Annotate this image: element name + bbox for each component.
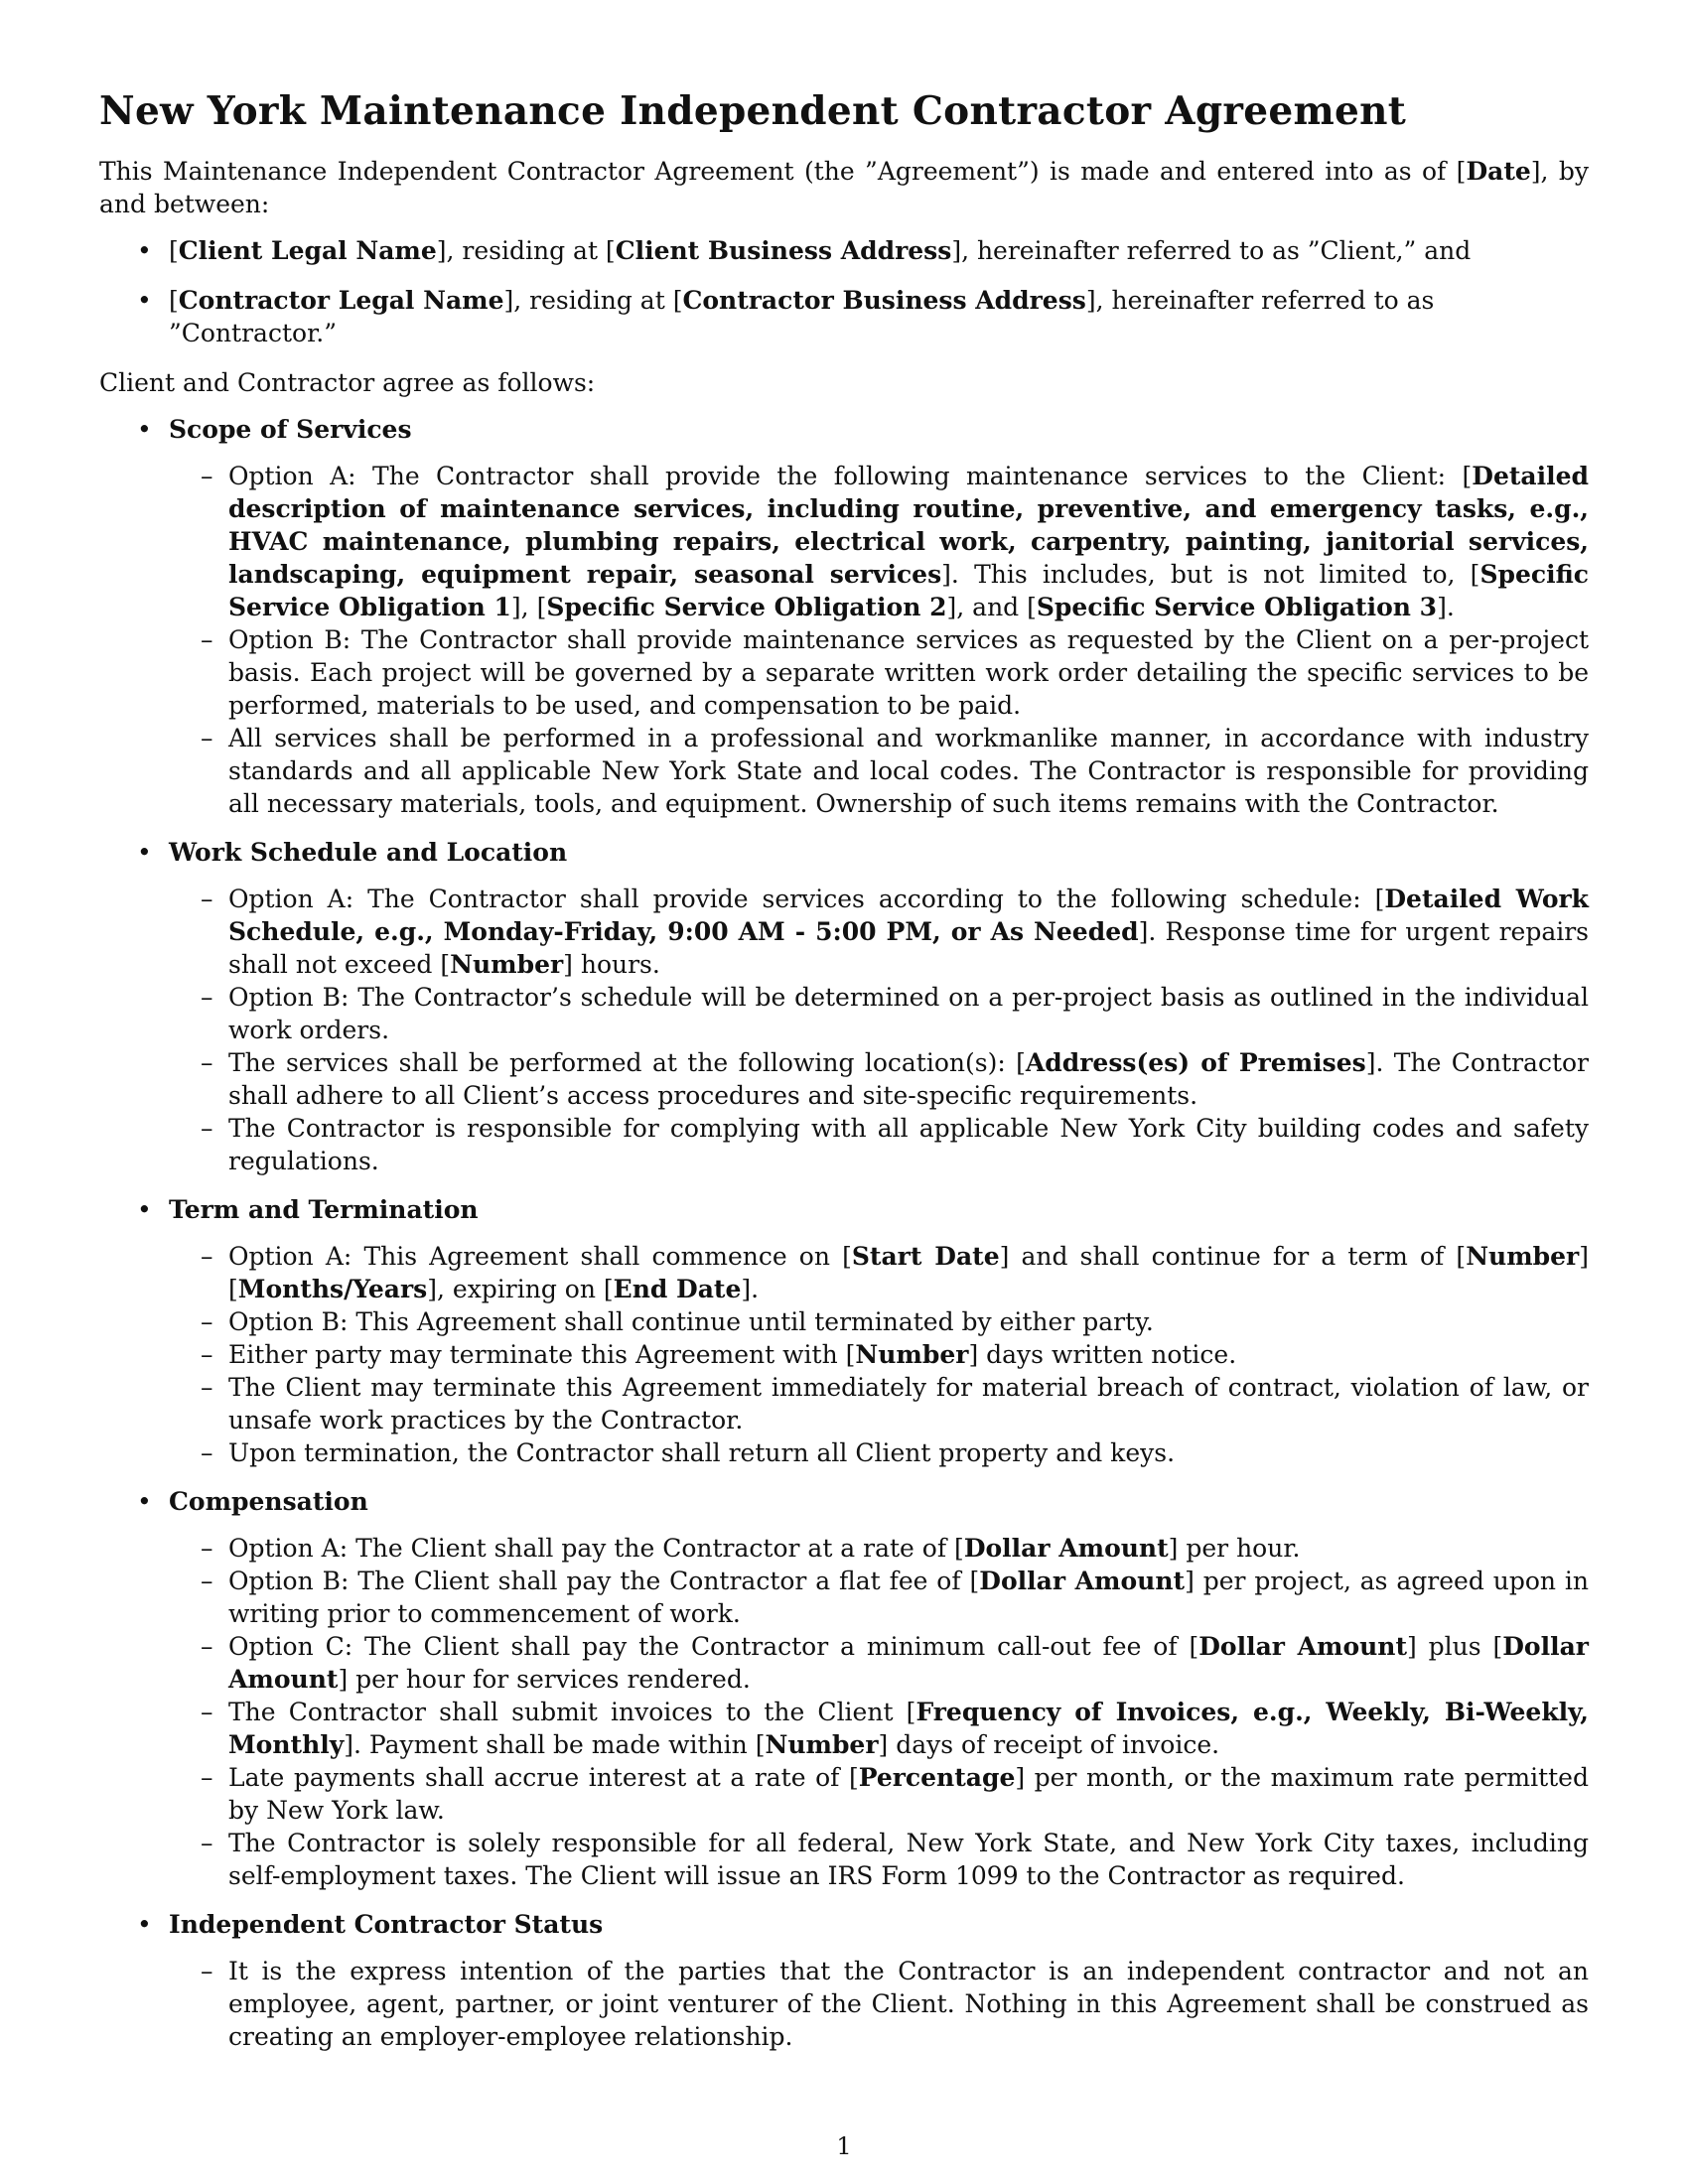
- document-title: New York Maintenance Independent Contractor Agreement: [99, 88, 1407, 134]
- placeholder-field: Number: [855, 1340, 969, 1369]
- clause-item: [169, 1371, 1589, 1436]
- section-items: [169, 883, 1589, 1177]
- clause-item: [169, 1827, 1589, 1892]
- clause-item: [169, 1305, 1589, 1338]
- section-heading: • Term and Termination: [169, 1195, 479, 1224]
- agreement-lead-in: Client and Contractor agree as follows:: [99, 368, 596, 397]
- text-run: ], hereinafter referred to as ”Client,” and: [951, 236, 1472, 265]
- text-run: ], residing at [: [503, 286, 683, 315]
- section-heading: • Work Schedule and Location: [169, 838, 568, 867]
- text-run: [: [169, 236, 179, 265]
- text-run: The Client may terminate this Agreement immediately for material breach of contract, violation of law, or unsafe work practices by the Contractor.: [228, 1373, 1589, 1434]
- placeholder-field: Frequency of Invoices, e.g., Weekly, Bi-Weekly, Monthly: [228, 1698, 1589, 1759]
- placeholder-field: Client Business Address: [615, 236, 952, 265]
- text-run: ] plus [: [1407, 1632, 1503, 1661]
- section-items: [169, 1240, 1589, 1469]
- text-run: ]. This includes, but is not limited to, [: [941, 560, 1480, 589]
- party-client: [99, 234, 1589, 267]
- text-run: ], by and between:: [99, 157, 1589, 218]
- text-run: ], hereinafter referred to as ”Contractor.”: [169, 286, 1435, 347]
- text-run: ], [: [510, 593, 547, 621]
- placeholder-field: Dollar Amount: [228, 1632, 1589, 1694]
- placeholder-field: Number: [450, 950, 564, 979]
- sections-list: [99, 413, 1589, 2053]
- text-run: ] days written notice.: [968, 1340, 1237, 1369]
- placeholder-field: Specific Service Obligation 2: [546, 593, 947, 621]
- section-heading: • Scope of Services: [169, 415, 412, 444]
- clause-item: [169, 1565, 1589, 1630]
- placeholder-field: Percentage: [858, 1763, 1016, 1792]
- placeholder-field: Contractor Business Address: [682, 286, 1086, 315]
- placeholder-field: Dollar Amount: [1198, 1632, 1408, 1661]
- clause-item: [169, 722, 1589, 820]
- placeholder-field: End Date: [613, 1275, 742, 1303]
- section-term-and-termination: [99, 1193, 1589, 1469]
- text-run: ], and [: [946, 593, 1037, 621]
- clause-item: [169, 460, 1589, 623]
- clause-item: [169, 1955, 1589, 2053]
- text-run: Option A: The Contractor shall provide the following maintenance services to the Client: [: [228, 462, 1473, 490]
- text-run: ]. Payment shall be made within [: [344, 1730, 766, 1759]
- party-contractor: [99, 284, 1589, 349]
- text-run: Option B: The Contractor’s schedule will be determined on a per-project basis as outlined in the individual work orders.: [228, 983, 1589, 1044]
- text-run: The Contractor shall submit invoices to the Client [: [228, 1698, 916, 1726]
- placeholder-field: Number: [1466, 1242, 1580, 1271]
- document-page: [99, 87, 1589, 2069]
- placeholder-field: Dollar Amount: [979, 1567, 1186, 1595]
- text-run: ], expiring on [: [427, 1275, 614, 1303]
- clause-item: [169, 1532, 1589, 1565]
- text-run: Option C: The Client shall pay the Contractor a minimum call-out fee of [: [228, 1632, 1199, 1661]
- text-run: Option B: The Contractor shall provide maintenance services as requested by the Client on a per-project basis. Each project will be governed by a separate written work order detailing the specific services to be performed, materials to be used, and compensation to be paid.: [228, 625, 1589, 720]
- text-run: ] [: [228, 1242, 1589, 1303]
- parties-list: [99, 234, 1589, 349]
- placeholder-field: Detailed description of maintenance services, including routine, preventive, and emergency tasks, e.g., HVAC maintenance, plumbing repairs, electrical work, carpentry, painting, janitorial services, landscaping, equipment repair, seasonal services: [228, 462, 1589, 589]
- intro-paragraph: [99, 155, 1589, 220]
- clause-item: [169, 1761, 1589, 1827]
- section-work-schedule-and-location: [99, 836, 1589, 1177]
- text-run: Option A: The Contractor shall provide services according to the following schedule: [: [228, 885, 1385, 913]
- section-heading: • Independent Contractor Status: [169, 1910, 604, 1939]
- section-items: [169, 1955, 1589, 2053]
- clause-item: [169, 1630, 1589, 1696]
- placeholder-field: Date: [1466, 157, 1531, 186]
- text-run: ] per project, as agreed upon in writing prior to commencement of work.: [228, 1567, 1589, 1628]
- placeholder-field: Start Date: [851, 1242, 1000, 1271]
- text-run: This Maintenance Independent Contractor Agreement (the ”Agreement”) is made and entered into as of [: [99, 157, 1467, 186]
- text-run: Either party may terminate this Agreement with [: [228, 1340, 856, 1369]
- text-run: Option B: This Agreement shall continue until terminated by either party.: [228, 1307, 1154, 1336]
- clause-item: [169, 1046, 1589, 1112]
- clause-item: [169, 1696, 1589, 1761]
- page-number: 1: [836, 2132, 852, 2160]
- clause-item: [169, 1240, 1589, 1305]
- text-run: Upon termination, the Contractor shall return all Client property and keys.: [228, 1438, 1176, 1467]
- text-run: [: [169, 286, 179, 315]
- clause-item: [169, 1338, 1589, 1371]
- placeholder-field: Dollar Amount: [963, 1534, 1169, 1563]
- section-heading: • Compensation: [169, 1487, 368, 1516]
- text-run: It is the express intention of the parties that the Contractor is an independent contractor and not an employee, agent, partner, or joint venturer of the Client. Nothing in this Agreement shall be construed as creating an employer-employee relationship.: [228, 1957, 1589, 2051]
- text-run: ].: [741, 1275, 760, 1303]
- text-run: ]. Response time for urgent repairs shall not exceed [: [228, 917, 1589, 979]
- text-run: Option A: The Client shall pay the Contractor at a rate of [: [228, 1534, 964, 1563]
- section-compensation: [99, 1485, 1589, 1892]
- clause-item: [169, 1436, 1589, 1469]
- placeholder-field: Client Legal Name: [178, 236, 437, 265]
- text-run: Late payments shall accrue interest at a rate of [: [228, 1763, 859, 1792]
- placeholder-field: Number: [765, 1730, 879, 1759]
- text-run: Option A: This Agreement shall commence on [: [228, 1242, 852, 1271]
- text-run: ] days of receipt of invoice.: [878, 1730, 1220, 1759]
- text-run: Option B: The Client shall pay the Contractor a flat fee of [: [228, 1567, 980, 1595]
- text-run: ], residing at [: [436, 236, 616, 265]
- text-run: ].: [1437, 593, 1455, 621]
- placeholder-field: Specific Service Obligation 3: [1036, 593, 1438, 621]
- section-items: [169, 460, 1589, 820]
- section-independent-contractor-status: [99, 1908, 1589, 2053]
- text-run: ] and shall continue for a term of [: [999, 1242, 1467, 1271]
- placeholder-field: Contractor Legal Name: [178, 286, 504, 315]
- clause-item: [169, 623, 1589, 722]
- section-scope-of-services: [99, 413, 1589, 820]
- placeholder-field: Specific Service Obligation 1: [228, 560, 1589, 621]
- text-run: The Contractor is solely responsible for all federal, New York State, and New York City taxes, including self-employment taxes. The Client will issue an IRS Form 1099 to the Contractor as required.: [228, 1829, 1589, 1890]
- text-run: The Contractor is responsible for complying with all applicable New York City building codes and safety regulations.: [228, 1114, 1589, 1175]
- text-run: ] per hour for services rendered.: [338, 1665, 751, 1694]
- text-run: The services shall be performed at the following location(s): [: [228, 1048, 1026, 1077]
- text-run: ] hours.: [563, 950, 660, 979]
- clause-item: [169, 883, 1589, 981]
- text-run: All services shall be performed in a professional and workmanlike manner, in accordance with industry standards and all applicable New York State and local codes. The Contractor is responsible for providing all necessary materials, tools, and equipment. Ownership of such items remains with the Contractor.: [228, 724, 1589, 818]
- clause-item: [169, 981, 1589, 1046]
- placeholder-field: Address(es) of Premises: [1025, 1048, 1366, 1077]
- text-run: ]. The Contractor shall adhere to all Client’s access procedures and site-specific requirements.: [228, 1048, 1589, 1110]
- text-run: ] per month, or the maximum rate permitted by New York law.: [228, 1763, 1589, 1825]
- placeholder-field: Detailed Work Schedule, e.g., Monday-Friday, 9:00 AM - 5:00 PM, or As Needed: [228, 885, 1590, 946]
- text-run: ] per hour.: [1168, 1534, 1301, 1563]
- placeholder-field: Months/Years: [237, 1275, 428, 1303]
- clause-item: [169, 1112, 1589, 1177]
- section-items: [169, 1532, 1589, 1892]
